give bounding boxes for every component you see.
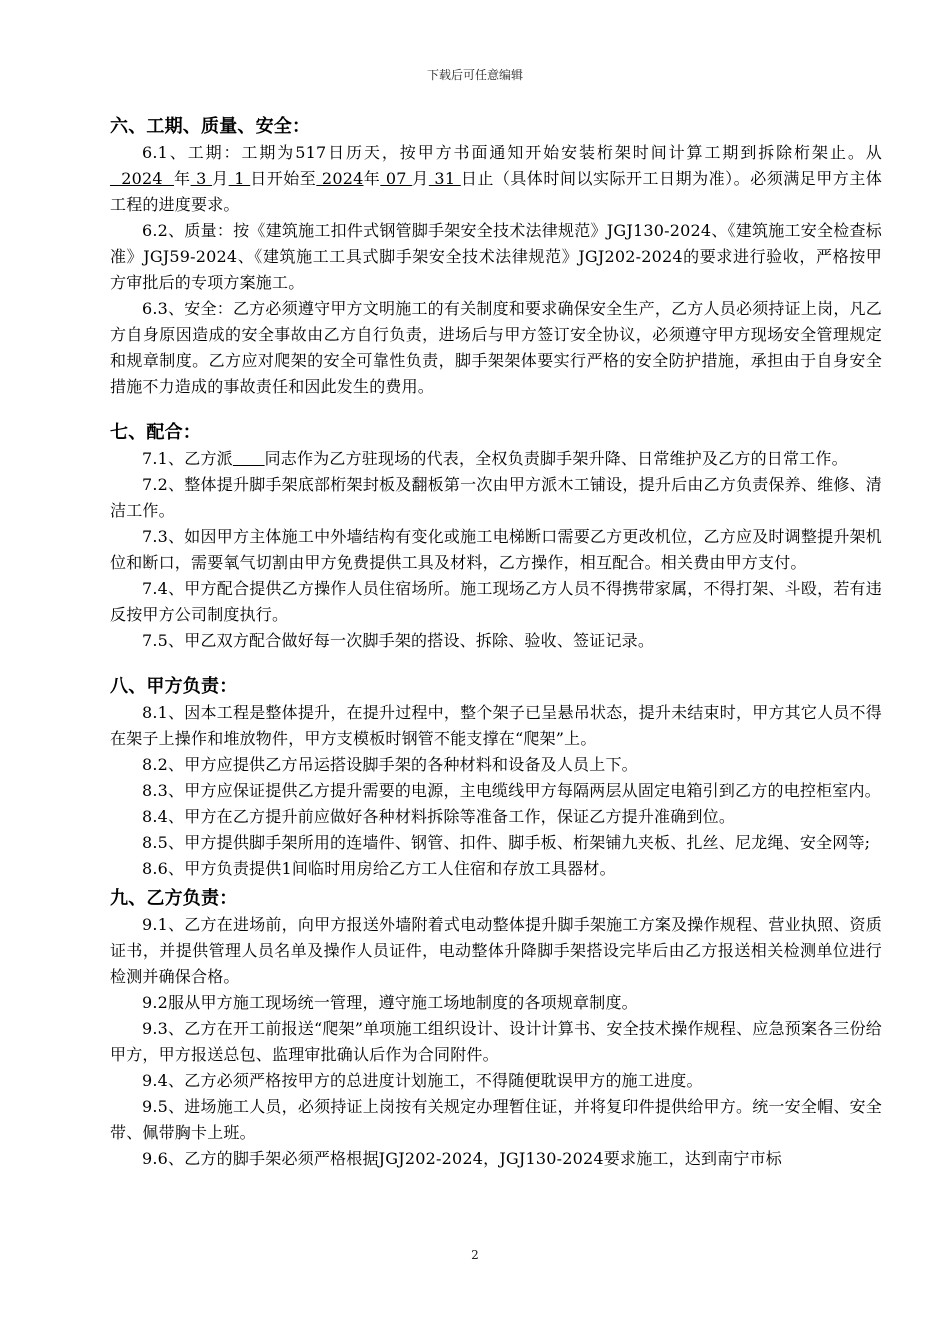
end-month: 07 bbox=[380, 169, 413, 188]
para-6-1-text-e: 年 bbox=[363, 169, 381, 188]
start-month: 3 bbox=[190, 169, 213, 188]
para-8-1: 8.1、因本工程是整体提升，在提升过程中，整个架子已呈悬吊状态，提升未结束时，甲方其它人员不得在架子上操作和堆放物件，甲方支模板时钢管不能支撑在“爬架”上。 bbox=[110, 703, 882, 748]
page-header: 下载后可任意编辑 bbox=[426, 68, 523, 82]
para-7-3: 7.3、如因甲方主体施工中外墙结构有变化或施工电梯断口需要乙方更改机位，乙方应及时调整提升架机位和断口，需要氧气切割由甲方免费提供工具及材料，乙方操作，相互配合。相关费由甲方支付。 bbox=[110, 527, 882, 572]
para-9-4: 9.4、乙方必须严格按甲方的总进度计划施工，不得随便耽误甲方的施工进度。 bbox=[142, 1071, 703, 1090]
section-7-title: 七、配合： bbox=[110, 422, 201, 443]
start-day: 1 bbox=[228, 169, 251, 188]
end-year: 2024 bbox=[316, 169, 364, 188]
para-7-4: 7.4、甲方配合提供乙方操作人员住宿场所。施工现场乙方人员不得携带家属，不得打架、斗殴，若有违反按甲方公司制度执行。 bbox=[110, 579, 882, 624]
page-number: 2 bbox=[471, 1248, 479, 1262]
para-9-6: 9.6、乙方的脚手架必须严格根据JGJ202-2024，JGJ130-2024要求施工，达到南宁市标 bbox=[142, 1149, 782, 1168]
para-8-3: 8.3、甲方应保证提供乙方提升需要的电源，主电缆线甲方每隔两层从固定电箱引到乙方的电控柜室内。 bbox=[142, 781, 881, 800]
para-6-1-text-g: 日止（具体时间以实际开工日期为准）。必须满足甲方主体工程的进度要求。 bbox=[110, 169, 883, 214]
para-7-2: 7.2、整体提升脚手架底部桁架封板及翻板第一次由甲方派木工铺设，提升后由乙方负责保养、维修、清洁工作。 bbox=[110, 475, 882, 520]
section-8-title: 八、甲方负责： bbox=[110, 676, 238, 697]
para-6-3: 6.3、安全：乙方必须遵守甲方文明施工的有关制度和要求确保安全生产，乙方人员必须持证上岗，凡乙方自身原因造成的安全事故由乙方自行负责，进场后与甲方签订安全协议，必须遵守甲方现场安全管理规定和规章制度。乙方应对爬架的安全可靠性负责，脚手架架体要实行严格的安全防护措施，承担由于自身安全措施不力造成的事故责任和因此发生的费用。 bbox=[110, 299, 882, 396]
end-day: 31 bbox=[428, 169, 461, 188]
para-6-1-text-d: 日开始至 bbox=[250, 169, 317, 188]
para-6-1-text-c: 月 bbox=[212, 169, 229, 188]
para-8-6: 8.6、甲方负责提供1间临时用房给乙方工人住宿和存放工具器材。 bbox=[142, 859, 616, 878]
start-year: 2024 bbox=[110, 169, 174, 188]
para-8-4: 8.4、甲方在乙方提升前应做好各种材料拆除等准备工作，保证乙方提升准确到位。 bbox=[142, 807, 736, 826]
section-6-title: 六、工期、质量、安全： bbox=[110, 116, 311, 137]
para-8-2: 8.2、甲方应提供乙方吊运搭设脚手架的各种材料和设备及人员上下。 bbox=[142, 755, 638, 774]
para-7-1-text-b: 同志作为乙方驻现场的代表，全权负责脚手架升降、日常维护及乙方的日常工作。 bbox=[264, 449, 848, 468]
para-9-1: 9.1、乙方在进场前，向甲方报送外墙附着式电动整体提升脚手架施工方案及操作规程、营业执照、资质证书，并提供管理人员名单及操作人员证件，电动整体升降脚手架搭设完毕后由乙方报送相关检测单位进行检测并确保合格。 bbox=[110, 915, 882, 986]
para-6-1 bbox=[110, 140, 882, 218]
para-6-1-text-f: 月 bbox=[412, 169, 429, 188]
para-9-2: 9.2服从甲方施工现场统一管理，遵守施工场地制度的各项规章制度。 bbox=[142, 993, 638, 1012]
para-9-3: 9.3、乙方在开工前报送“爬架”单项施工组织设计、设计计算书、安全技术操作规程、应急预案各三份给甲方，甲方报送总包、监理审批确认后作为合同附件。 bbox=[110, 1019, 882, 1064]
para-9-5: 9.5、进场施工人员，必须持证上岗按有关规定办理暂住证，并将复印件提供给甲方。统一安全帽、安全带、佩带胸卡上班。 bbox=[110, 1097, 882, 1142]
section-9-title: 九、乙方负责： bbox=[110, 888, 238, 909]
para-7-1-text-a: 7.1、乙方派 bbox=[142, 449, 233, 468]
para-6-1-text-a: 6.1、工期：工期为517日历天，按甲方书面通知开始安装桁架时间计算工期到拆除桁架止。从 bbox=[142, 143, 882, 162]
para-8-5: 8.5、甲方提供脚手架所用的连墙件、钢管、扣件、脚手板、桁架铺九夹板、扎丝、尼龙绳、安全网等; bbox=[142, 833, 871, 852]
para-6-1-text-b: 年 bbox=[173, 169, 191, 188]
para-7-5: 7.5、甲乙双方配合做好每一次脚手架的搭设、拆除、验收、签证记录。 bbox=[142, 631, 655, 650]
representative-blank bbox=[233, 449, 265, 468]
document-body bbox=[110, 112, 882, 1172]
para-6-2: 6.2、质量：按《建筑施工扣件式钢管脚手架安全技术法律规范》JGJ130-2024、《建筑施工安全检查标准》JGJ59-2024、《建筑施工工具式脚手架安全技术法律规范》JGJ202-2024的要求进行验收，严格按甲方审批后的专项方案施工。 bbox=[110, 221, 882, 292]
para-7-1 bbox=[110, 446, 882, 472]
